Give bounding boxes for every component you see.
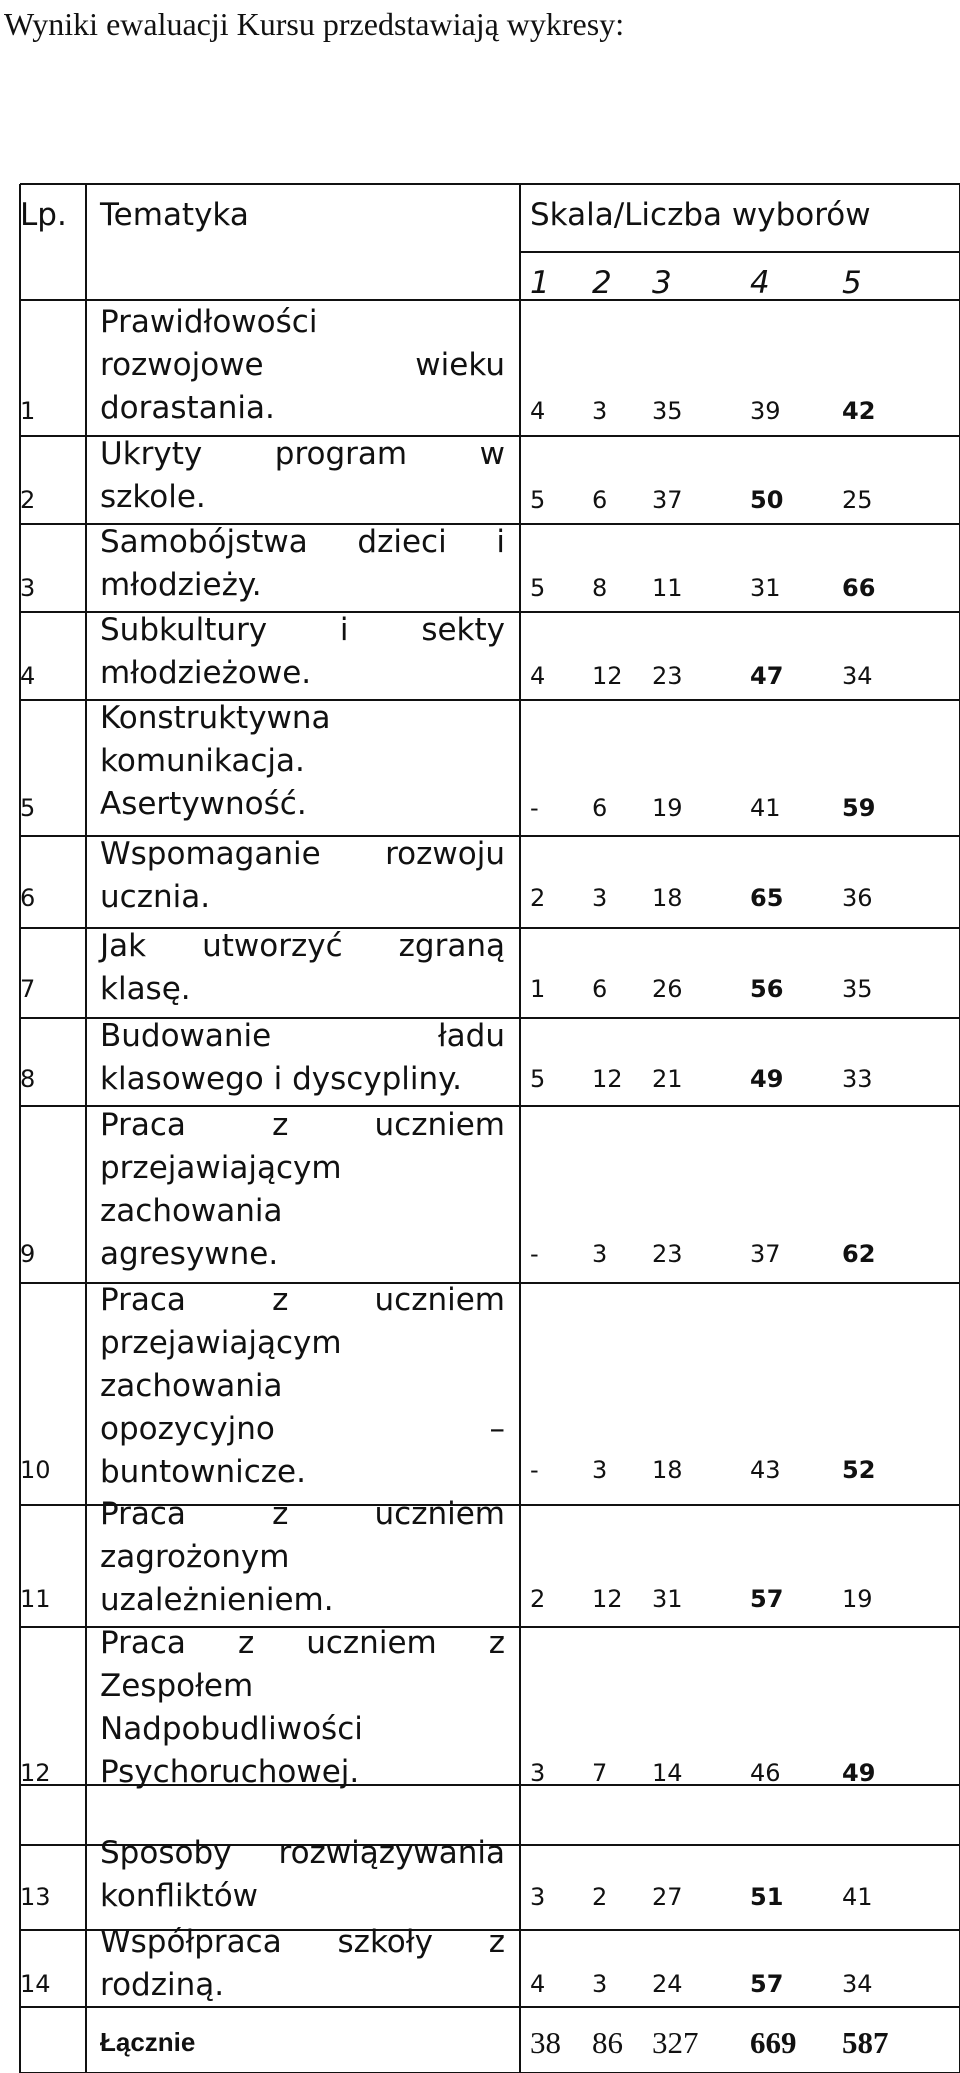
row-14-lp: 14 (20, 1970, 51, 1998)
row-9-value-2: 3 (592, 1240, 608, 1268)
row-11-value-4: 57 (750, 1585, 784, 1613)
scale-value-2: 2 (592, 265, 612, 301)
row-9-topic-line-1: Praca z uczniem (100, 1107, 505, 1143)
row-6-value-1: 2 (530, 884, 546, 912)
row-7-lp: 7 (20, 975, 36, 1003)
row-14-topic-line-2: rodziną. (100, 1967, 225, 2003)
row-12-value-2: 7 (592, 1759, 608, 1787)
row-7-value-2: 6 (592, 975, 608, 1003)
row-5-value-1: - (530, 794, 539, 822)
row-9-topic (100, 1104, 505, 1276)
row-12-topic-line-2: Zespołem (100, 1668, 254, 1704)
row-4-value-3: 23 (652, 662, 683, 690)
row-1-topic (100, 301, 505, 430)
row-1-value-4: 39 (750, 397, 781, 425)
row-9-value-4: 37 (750, 1240, 781, 1268)
row-11-topic (100, 1493, 505, 1622)
row-9-value-1: - (530, 1240, 539, 1268)
row-13-value-3: 27 (652, 1883, 683, 1911)
row-5-topic-line-3: Asertywność. (100, 786, 307, 822)
row-12-lp: 12 (20, 1759, 51, 1787)
row-7-value-3: 26 (652, 975, 683, 1003)
row-4-value-4: 47 (750, 662, 784, 690)
row-1-value-5: 42 (842, 397, 876, 425)
row-1-topic-line-3: dorastania. (100, 390, 275, 426)
row-8-value-2: 12 (592, 1065, 623, 1093)
scale-value-1: 1 (530, 265, 550, 301)
lp-header: Lp. (20, 197, 67, 233)
row-4-value-5: 34 (842, 662, 873, 690)
row-6-value-5: 36 (842, 884, 873, 912)
row-4-topic-line-2: młodzieżowe. (100, 655, 312, 691)
total-value-3: 327 (652, 2025, 699, 2060)
row-12-topic-line-3: Nadpobudliwości (100, 1711, 363, 1747)
row-4-topic (100, 609, 505, 695)
row-3-value-3: 11 (652, 574, 683, 602)
row-10-value-4: 43 (750, 1456, 781, 1484)
row-12-value-4: 46 (750, 1759, 781, 1787)
row-3-value-4: 31 (750, 574, 781, 602)
row-2-value-2: 6 (592, 486, 608, 514)
row-11-value-5: 19 (842, 1585, 873, 1613)
row-1-topic-line-2: rozwojowe wieku (100, 347, 505, 383)
row-6-value-3: 18 (652, 884, 683, 912)
row-12-value-1: 3 (530, 1759, 546, 1787)
row-2-topic-line-2: szkole. (100, 479, 206, 515)
row-2-value-1: 5 (530, 486, 546, 514)
row-11-topic-line-1: Praca z uczniem (100, 1496, 505, 1532)
row-12-value-3: 14 (652, 1759, 683, 1787)
row-1-lp: 1 (20, 397, 36, 425)
row-11-topic-line-2: zagrożonym (100, 1539, 290, 1575)
page-title: Wyniki ewaluacji Kursu przedstawiają wykresy: (4, 6, 625, 42)
row-11-value-3: 31 (652, 1585, 683, 1613)
row-13-lp: 13 (20, 1883, 51, 1911)
row-1-topic-line-1: Prawidłowości (100, 304, 318, 340)
row-8-value-5: 33 (842, 1065, 873, 1093)
row-2-value-3: 37 (652, 486, 683, 514)
row-14-topic-line-1: Współpraca szkoły z (100, 1924, 505, 1960)
row-13-topic-line-2: konfliktów (100, 1878, 259, 1914)
row-8-value-3: 21 (652, 1065, 683, 1093)
row-12-topic-line-1: Praca z uczniem z (100, 1625, 505, 1661)
row-8-lp: 8 (20, 1065, 36, 1093)
row-10-lp: 10 (20, 1456, 51, 1484)
row-13-value-1: 3 (530, 1883, 546, 1911)
row-9-topic-line-2: przejawiającym (100, 1150, 342, 1186)
row-12-topic-line-4: Psychoruchowej. (100, 1754, 360, 1790)
row-4-value-1: 4 (530, 662, 546, 690)
row-6-value-2: 3 (592, 884, 608, 912)
row-9-value-3: 23 (652, 1240, 683, 1268)
row-7-topic-line-2: klasę. (100, 971, 191, 1007)
row-12-value-5: 49 (842, 1759, 876, 1787)
row-2-value-4: 50 (750, 486, 784, 514)
row-13-value-2: 2 (592, 1883, 608, 1911)
row-10-value-3: 18 (652, 1456, 683, 1484)
row-5-topic-line-1: Konstruktywna (100, 700, 331, 736)
row-10-value-2: 3 (592, 1456, 608, 1484)
row-3-value-1: 5 (530, 574, 546, 602)
row-7-topic (100, 925, 505, 1011)
row-14-topic (100, 1921, 505, 2007)
row-11-value-1: 2 (530, 1585, 546, 1613)
row-12-topic (100, 1622, 505, 1794)
row-4-lp: 4 (20, 662, 36, 690)
row-3-value-5: 66 (842, 574, 876, 602)
row-8-value-4: 49 (750, 1065, 784, 1093)
row-5-value-2: 6 (592, 794, 608, 822)
row-6-value-4: 65 (750, 884, 784, 912)
row-9-topic-line-3: zachowania (100, 1193, 283, 1229)
row-2-topic-line-1: Ukryty program w (100, 436, 505, 472)
row-2-topic (100, 433, 505, 519)
row-6-lp: 6 (20, 884, 36, 912)
row-11-value-2: 12 (592, 1585, 623, 1613)
row-3-topic-line-1: Samobójstwa dzieci i (100, 524, 505, 560)
row-10-topic-line-1: Praca z uczniem (100, 1282, 505, 1318)
row-8-topic-line-1: Budowanie ładu (100, 1018, 505, 1054)
row-5-value-5: 59 (842, 794, 876, 822)
row-11-topic-line-3: uzależnieniem. (100, 1582, 334, 1618)
row-14-value-4: 57 (750, 1970, 784, 1998)
row-3-value-2: 8 (592, 574, 608, 602)
row-10-topic-line-3: zachowania (100, 1368, 283, 1404)
row-7-value-1: 1 (530, 975, 546, 1003)
row-7-value-5: 35 (842, 975, 873, 1003)
row-5-topic (100, 697, 505, 826)
row-13-value-5: 41 (842, 1883, 873, 1911)
total-label: Łącznie (100, 2027, 196, 2057)
row-7-value-4: 56 (750, 975, 784, 1003)
row-10-topic (100, 1279, 505, 1494)
row-13-value-4: 51 (750, 1883, 784, 1911)
row-7-topic-line-1: Jak utworzyć zgraną (100, 928, 505, 964)
row-3-topic-line-2: młodzieży. (100, 567, 262, 603)
row-14-value-2: 3 (592, 1970, 608, 1998)
scale-value-4: 4 (750, 265, 770, 301)
row-11-lp: 11 (20, 1585, 51, 1613)
row-5-value-3: 19 (652, 794, 683, 822)
row-5-value-4: 41 (750, 794, 781, 822)
row-9-lp: 9 (20, 1240, 36, 1268)
row-6-topic-line-1: Wspomaganie rozwoju (100, 836, 505, 872)
row-1-value-1: 4 (530, 397, 546, 425)
total-value-2: 86 (592, 2025, 623, 2060)
row-10-topic-line-5: buntownicze. (100, 1454, 306, 1490)
row-13-topic (100, 1832, 505, 1918)
total-value-5: 587 (842, 2025, 889, 2060)
row-10-topic-line-4: opozycyjno – (100, 1411, 505, 1447)
row-8-value-1: 5 (530, 1065, 546, 1093)
scale-value-3: 3 (652, 265, 672, 301)
row-8-topic (100, 1015, 505, 1101)
total-value-1: 38 (530, 2025, 561, 2060)
row-5-lp: 5 (20, 794, 36, 822)
row-10-topic-line-2: przejawiającym (100, 1325, 342, 1361)
row-8-topic-line-2: klasowego i dyscypliny. (100, 1061, 462, 1097)
row-1-value-3: 35 (652, 397, 683, 425)
row-4-value-2: 12 (592, 662, 623, 690)
row-9-topic-line-4: agresywne. (100, 1236, 279, 1272)
row-14-value-3: 24 (652, 1970, 683, 1998)
row-6-topic-line-2: ucznia. (100, 879, 211, 915)
row-9-value-5: 62 (842, 1240, 876, 1268)
row-4-topic-line-1: Subkultury i sekty (100, 612, 505, 648)
row-1-value-2: 3 (592, 397, 608, 425)
row-5-topic-line-2: komunikacja. (100, 743, 305, 779)
row-2-value-5: 25 (842, 486, 873, 514)
row-10-value-1: - (530, 1456, 539, 1484)
scale-value-5: 5 (842, 265, 862, 301)
topic-header: Tematyka (100, 197, 249, 233)
row-10-value-5: 52 (842, 1456, 876, 1484)
row-14-value-5: 34 (842, 1970, 873, 1998)
total-value-4: 669 (750, 2025, 797, 2060)
row-14-value-1: 4 (530, 1970, 546, 1998)
row-3-topic (100, 521, 505, 607)
row-2-lp: 2 (20, 486, 36, 514)
row-3-lp: 3 (20, 574, 36, 602)
row-13-topic-line-1: Sposoby rozwiązywania (100, 1835, 505, 1871)
row-6-topic (100, 833, 505, 919)
scale-header: Skala/Liczba wyborów (530, 197, 871, 233)
